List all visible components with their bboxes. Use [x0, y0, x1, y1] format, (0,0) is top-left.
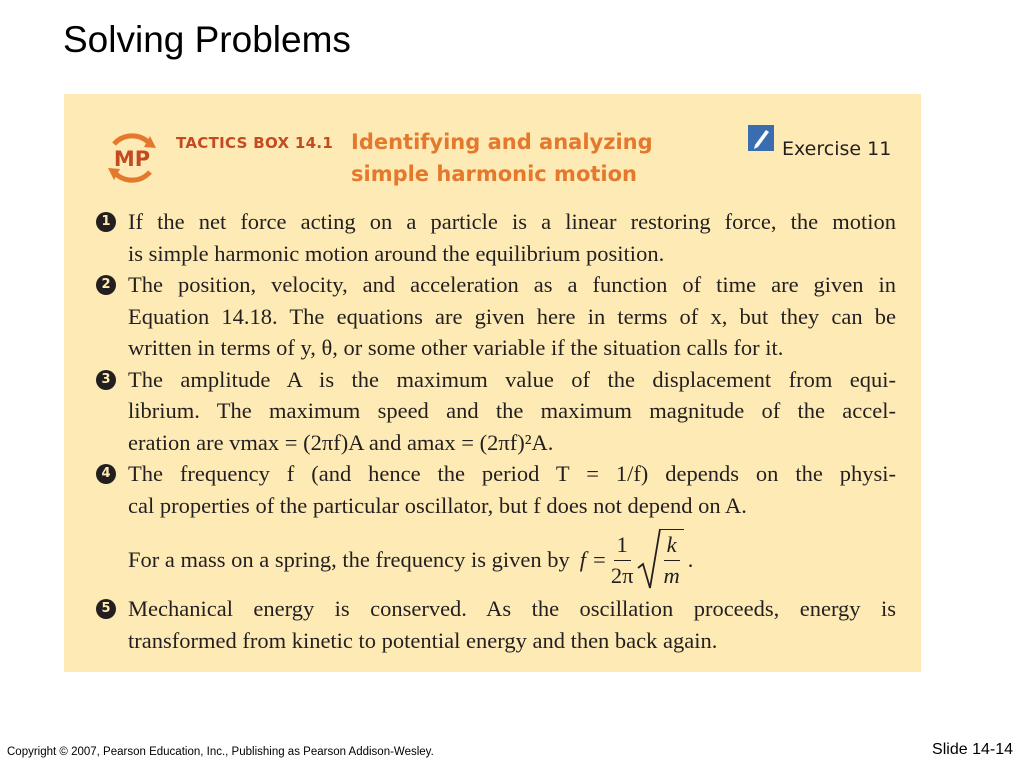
item-line: Equation 14.18. The equations are given here in terms of x, but they can be — [128, 303, 896, 329]
exercise-label: Exercise 11 — [782, 138, 892, 160]
fraction-numerator: 1 — [614, 530, 631, 561]
mp-logo-icon — [104, 130, 160, 186]
item-line: eration are vmax = (2πf)A and amax = (2πf)²A. — [128, 429, 554, 455]
tactics-list — [96, 206, 896, 656]
slide-title: Solving Problems — [63, 19, 351, 60]
formula-fraction — [611, 530, 634, 591]
pencil-icon — [748, 125, 774, 155]
item-line: The position, velocity, and acceleration as a function of time are given in — [128, 272, 896, 297]
item-number-badge: 4 — [96, 464, 116, 484]
exercise-link[interactable] — [748, 120, 891, 160]
tactics-title-line-2: simple harmonic motion — [351, 162, 637, 186]
mp-logo-text: MP — [113, 147, 151, 171]
formula-sqrt — [637, 528, 687, 592]
item-line: The frequency f (and hence the period T = 1/f) depends on the physi- — [128, 461, 896, 486]
sqrt-sign-icon — [637, 528, 661, 592]
item-line: is simple harmonic motion around the equilibrium position. — [128, 240, 665, 266]
fraction-denominator: 2π — [610, 562, 634, 588]
item-line: Mechanical energy is conserved. As the oscillation proceeds, energy is — [128, 596, 896, 621]
item-line: If the net force acting on a particle is a linear restoring force, the motion — [128, 209, 896, 234]
item-line: The amplitude A is the maximum value of the displacement from equi- — [128, 366, 896, 392]
tactics-box-label: TACTICS BOX 14.1 — [176, 134, 334, 152]
tactics-box-title — [351, 126, 691, 190]
item-line: written in terms of y, θ, or some other variable if the situation calls for it. — [128, 335, 784, 360]
sqrt-numerator: k — [664, 530, 680, 561]
list-item-5 — [96, 593, 896, 656]
item-number-badge: 5 — [96, 599, 116, 619]
item-number-badge: 2 — [96, 275, 116, 295]
slide-number: Slide 14-14 — [932, 741, 1013, 758]
list-item-4 — [96, 458, 896, 593]
item-line: cal properties of the particular oscillator, but f does not depend on A. — [128, 492, 747, 518]
list-item-2 — [96, 269, 896, 364]
sqrt-denominator: m — [663, 563, 680, 588]
item-number-badge: 1 — [96, 212, 116, 232]
tactics-title-line-1: Identifying and analyzing — [351, 130, 653, 154]
copyright-text: Copyright © 2007, Pearson Education, Inc., Publishing as Pearson Addison-Wesley. — [7, 746, 434, 758]
formula-lead-text: For a mass on a spring, the frequency is given by — [128, 547, 570, 573]
item-number-badge: 3 — [96, 370, 116, 390]
item-line: transformed from kinetic to potential energy and then back again. — [128, 627, 718, 653]
spring-frequency-formula — [128, 527, 896, 593]
tactics-box — [64, 94, 921, 672]
formula-end: . — [687, 547, 694, 573]
list-item-1 — [96, 206, 896, 269]
item-line: librium. The maximum speed and the maximum magnitude of the accel- — [128, 398, 896, 423]
formula-lhs: f = — [579, 547, 607, 573]
list-item-3 — [96, 364, 896, 459]
sqrt-fraction — [659, 529, 683, 591]
